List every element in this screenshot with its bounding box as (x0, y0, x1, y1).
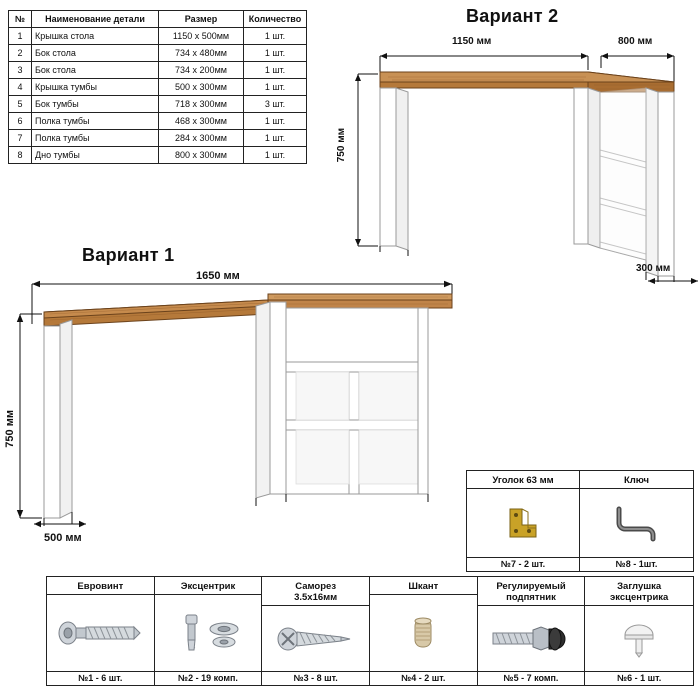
hardware-title-line1: Заглушка (617, 581, 662, 592)
cell-number: 4 (9, 79, 32, 96)
hardware-item-angle-bracket (467, 471, 580, 571)
cell-number: 7 (9, 130, 32, 147)
cell-size: 734 x 480мм (159, 45, 244, 62)
table-row (9, 62, 307, 79)
cell-name: Дно тумбы (32, 147, 159, 164)
table-header-cell: Размер (159, 11, 244, 28)
self-tapping-screw-icon (262, 606, 369, 671)
cam-cover-icon (585, 606, 693, 671)
variant2-drawing (318, 30, 700, 290)
variant1-title: Вариант 1 (82, 245, 175, 265)
cell-qty: 1 шт. (244, 45, 307, 62)
table-row (9, 79, 307, 96)
cell-number: 6 (9, 113, 32, 130)
variant2-dim-depth: 800 мм (618, 36, 653, 47)
hardware-title (262, 580, 369, 606)
cell-qty: 1 шт. (244, 147, 307, 164)
cell-qty: 3 шт. (244, 96, 307, 113)
table-row (9, 28, 307, 45)
cell-qty: 1 шт. (244, 130, 307, 147)
dim-depth-line (34, 521, 86, 527)
variant1-dim-height: 750 мм (4, 410, 16, 448)
variant2-title: Вариант 2 (466, 6, 559, 26)
dim-bottom-line (648, 278, 698, 284)
cell-size: 800 x 300мм (159, 147, 244, 164)
hardware-title (478, 580, 585, 606)
hardware-item-cam-cover (585, 577, 693, 685)
parts-table (8, 10, 307, 164)
cabinet-shelves (600, 88, 646, 260)
cabinet-left-panel (574, 88, 600, 248)
hardware-title (585, 580, 693, 606)
hardware-title: Шкант (370, 580, 477, 595)
hardware-item-adjustable-foot (478, 577, 586, 685)
cell-size: 1150 x 500мм (159, 28, 244, 45)
hardware-code: №6 - 1 шт. (585, 671, 693, 685)
table-row (9, 130, 307, 147)
euro-screw-icon (47, 595, 154, 671)
cell-number: 3 (9, 62, 32, 79)
cell-name: Полка тумбы (32, 113, 159, 130)
hardware-item-dowel (370, 577, 478, 685)
hardware-title-line2: эксцентрика (609, 592, 669, 603)
cell-size: 734 x 200мм (159, 62, 244, 79)
center-panel (256, 302, 286, 498)
cabinet-shelves (286, 308, 428, 494)
hardware-title: Уголок 63 мм (467, 474, 579, 489)
dim-width-line (380, 53, 588, 72)
cell-qty: 1 шт. (244, 62, 307, 79)
hardware-code: №1 - 6 шт. (47, 671, 154, 685)
dim-height-line (17, 314, 42, 518)
cam-lock-icon (155, 595, 262, 671)
cell-number: 8 (9, 147, 32, 164)
table-row (9, 96, 307, 113)
hardware-panel-bottom (46, 576, 694, 686)
cell-qty: 1 шт. (244, 79, 307, 96)
hardware-item-cam-lock (155, 577, 263, 685)
variant2-dim-width: 1150 мм (452, 36, 492, 47)
variant2-dim-bottom: 300 мм (636, 263, 671, 274)
hardware-title-line2: 3.5x16мм (294, 592, 338, 603)
hardware-code: №7 - 2 шт. (467, 557, 579, 571)
cell-number: 2 (9, 45, 32, 62)
cell-name: Крышка стола (32, 28, 159, 45)
cell-name: Крышка тумбы (32, 79, 159, 96)
variant2-dim-height: 750 мм (336, 128, 347, 163)
variant1-dim-width: 1650 мм (196, 270, 240, 282)
angle-bracket-icon (467, 489, 579, 557)
cell-size: 468 x 300мм (159, 113, 244, 130)
cell-name: Бок стола (32, 62, 159, 79)
hardware-item-hex-key (580, 471, 693, 571)
hardware-code: №3 - 8 шт. (262, 671, 369, 685)
left-leg-panel (44, 320, 72, 518)
dowel-icon (370, 595, 477, 671)
hardware-title-line1: Саморез (295, 581, 337, 592)
hardware-title: Эксцентрик (155, 580, 262, 595)
hardware-title: Евровинт (47, 580, 154, 595)
hardware-panel-top (466, 470, 694, 572)
cell-number: 1 (9, 28, 32, 45)
left-side-panel (380, 88, 408, 250)
hardware-title-line2: подпятник (506, 592, 556, 603)
hardware-code: №4 - 2 шт. (370, 671, 477, 685)
cell-name: Бок стола (32, 45, 159, 62)
table-row (9, 147, 307, 164)
hardware-code: №5 - 7 комп. (478, 671, 585, 685)
hardware-title: Ключ (580, 474, 693, 489)
table-header-row (9, 11, 307, 28)
hardware-item-self-tapping-screw (262, 577, 370, 685)
cell-size: 718 x 300мм (159, 96, 244, 113)
variant1-drawing (4, 262, 474, 562)
cell-qty: 1 шт. (244, 113, 307, 130)
cell-name: Бок тумбы (32, 96, 159, 113)
hex-key-icon (580, 489, 693, 557)
table-header-cell: № (9, 11, 32, 28)
hardware-code: №2 - 19 комп. (155, 671, 262, 685)
adjustable-foot-icon (478, 606, 585, 671)
hardware-item-euro-screw (47, 577, 155, 685)
cell-qty: 1 шт. (244, 28, 307, 45)
variant1-dim-depth: 500 мм (44, 532, 82, 544)
table-header-cell: Количество (244, 11, 307, 28)
table-row (9, 113, 307, 130)
cell-size: 284 x 300мм (159, 130, 244, 147)
cell-name: Полка тумбы (32, 130, 159, 147)
cell-number: 5 (9, 96, 32, 113)
cabinet-right-panel (646, 88, 674, 276)
dim-height-line (355, 74, 378, 246)
hardware-code: №8 - 1шт. (580, 557, 693, 571)
table-row (9, 45, 307, 62)
table-header-cell: Наименование детали (32, 11, 159, 28)
cell-size: 500 x 300мм (159, 79, 244, 96)
hardware-title-line1: Регулируемый (496, 581, 566, 592)
